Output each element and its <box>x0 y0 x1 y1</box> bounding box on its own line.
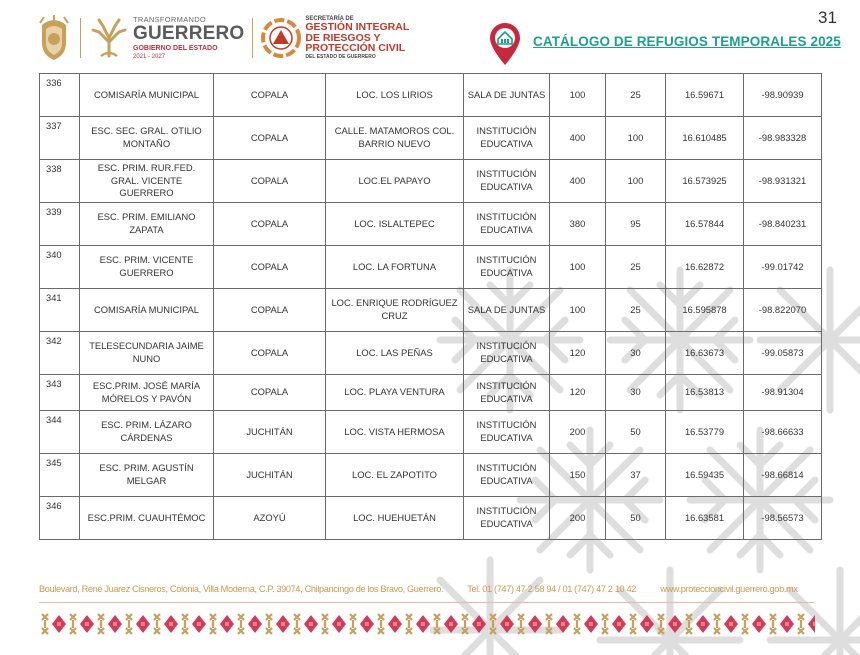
latitude-cell: 16.63673 <box>666 332 744 375</box>
latitude-cell: 16.573925 <box>666 160 744 203</box>
government-years: 2021 - 2027 <box>133 54 166 61</box>
longitude-cell: -98.66814 <box>744 454 822 497</box>
row-number-cell: 341 <box>40 289 80 332</box>
facility-type-cell: INSTITUCIÓN EDUCATIVA <box>464 160 550 203</box>
shelter-name-cell: COMISARÍA MUNICIPAL <box>80 289 214 332</box>
address-cell: LOC. EL ZAPOTITO <box>326 454 464 497</box>
latitude-cell: 16.57844 <box>666 203 744 246</box>
logo-divider <box>80 18 81 58</box>
address-cell: LOC.EL PAPAYO <box>326 160 464 203</box>
longitude-cell: -98.56573 <box>744 497 822 540</box>
municipality-cell: COPALA <box>214 246 326 289</box>
table-row <box>40 411 822 454</box>
capacity-families-cell: 30 <box>606 375 666 411</box>
capacity-people-cell: 150 <box>550 454 606 497</box>
capacity-people-cell: 120 <box>550 332 606 375</box>
shelters-table <box>39 73 822 540</box>
facility-type-cell: SALA DE JUNTAS <box>464 74 550 117</box>
table-row <box>40 203 822 246</box>
facility-type-cell: INSTITUCIÓN EDUCATIVA <box>464 203 550 246</box>
civil-protection-suffix: DEL ESTADO DE GUERRERO <box>305 54 376 61</box>
longitude-cell: -98.90939 <box>744 74 822 117</box>
page-header <box>0 0 860 70</box>
shelter-name-cell: ESC. SEC. GRAL. OTILIO MONTAÑO <box>80 117 214 160</box>
municipality-cell: COPALA <box>214 117 326 160</box>
government-name: GUERRERO <box>133 23 245 45</box>
catalog-heading <box>488 22 841 66</box>
facility-type-cell: INSTITUCIÓN EDUCATIVA <box>464 117 550 160</box>
municipality-cell: COPALA <box>214 332 326 375</box>
address-cell: LOC. LOS LIRIOS <box>326 74 464 117</box>
longitude-cell: -98.983328 <box>744 117 822 160</box>
municipality-cell: JUCHITÁN <box>214 454 326 497</box>
table-row <box>40 246 822 289</box>
address-cell: LOC. ISLALTEPEC <box>326 203 464 246</box>
shelter-name-cell: ESC. PRIM. AGUSTÍN MELGAR <box>80 454 214 497</box>
capacity-families-cell: 25 <box>606 74 666 117</box>
longitude-cell: -99.05873 <box>744 332 822 375</box>
address-cell: LOC. HUEHUETÁN <box>326 497 464 540</box>
facility-type-cell: INSTITUCIÓN EDUCATIVA <box>464 246 550 289</box>
latitude-cell: 16.610485 <box>666 117 744 160</box>
footer-phone: Tel. 01 (747) 47 2 58 94 / 01 (747) 47 2 10 42 <box>467 584 637 594</box>
longitude-cell: -98.822070 <box>744 289 822 332</box>
capacity-families-cell: 50 <box>606 411 666 454</box>
shelter-name-cell: ESC.PRIM. CUAUHTÉMOC <box>80 497 214 540</box>
longitude-cell: -99.01742 <box>744 246 822 289</box>
municipality-cell: COPALA <box>214 160 326 203</box>
row-number-cell: 338 <box>40 160 80 203</box>
shelter-name-cell: ESC. PRIM. VICENTE GUERRERO <box>80 246 214 289</box>
address-cell: CALLE. MATAMOROS COL. BARRIO NUEVO <box>326 117 464 160</box>
capacity-people-cell: 400 <box>550 160 606 203</box>
table-row <box>40 160 822 203</box>
government-subtitle: GOBIERNO DEL ESTADO <box>133 45 218 53</box>
latitude-cell: 16.62872 <box>666 246 744 289</box>
table-row <box>40 497 822 540</box>
capacity-people-cell: 400 <box>550 117 606 160</box>
row-number-cell: 336 <box>40 74 80 117</box>
capacity-people-cell: 100 <box>550 289 606 332</box>
capacity-families-cell: 30 <box>606 332 666 375</box>
address-cell: LOC. LA FORTUNA <box>326 246 464 289</box>
civil-protection-prefix: SECRETARÍA DE <box>305 15 354 22</box>
row-number-cell: 346 <box>40 497 80 540</box>
shelters-table-body <box>40 74 822 540</box>
longitude-cell: -98.91304 <box>744 375 822 411</box>
table-row <box>40 375 822 411</box>
capacity-people-cell: 120 <box>550 375 606 411</box>
table-row <box>40 332 822 375</box>
capacity-families-cell: 25 <box>606 289 666 332</box>
shelter-name-cell: ESC. PRIM. LÁZARO CÁRDENAS <box>80 411 214 454</box>
row-number-cell: 337 <box>40 117 80 160</box>
longitude-cell: -98.66633 <box>744 411 822 454</box>
footer-contact <box>39 584 820 594</box>
shelter-name-cell: ESC. PRIM. EMILIANO ZAPATA <box>80 203 214 246</box>
civil-protection-line1: GESTIÓN INTEGRAL <box>305 20 410 33</box>
table-row <box>40 74 822 117</box>
capacity-families-cell: 100 <box>606 160 666 203</box>
address-cell: LOC. LAS PEÑAS <box>326 332 464 375</box>
longitude-cell: -98.840231 <box>744 203 822 246</box>
facility-type-cell: INSTITUCIÓN EDUCATIVA <box>464 375 550 411</box>
capacity-families-cell: 25 <box>606 246 666 289</box>
footer-divider <box>39 602 814 603</box>
municipality-cell: COPALA <box>214 74 326 117</box>
header-logos <box>36 12 409 64</box>
table-row <box>40 117 822 160</box>
facility-type-cell: INSTITUCIÓN EDUCATIVA <box>464 411 550 454</box>
civil-protection-emblem-icon <box>261 18 301 58</box>
longitude-cell: -98.931321 <box>744 160 822 203</box>
table-row <box>40 454 822 497</box>
latitude-cell: 16.595878 <box>666 289 744 332</box>
logo-divider <box>252 18 253 58</box>
municipality-cell: COPALA <box>214 289 326 332</box>
municipality-cell: JUCHITÁN <box>214 411 326 454</box>
municipality-cell: AZOYÚ <box>214 497 326 540</box>
capacity-families-cell: 100 <box>606 117 666 160</box>
row-number-cell: 342 <box>40 332 80 375</box>
facility-type-cell: INSTITUCIÓN EDUCATIVA <box>464 454 550 497</box>
municipality-cell: COPALA <box>214 203 326 246</box>
row-number-cell: 345 <box>40 454 80 497</box>
facility-type-cell: SALA DE JUNTAS <box>464 289 550 332</box>
facility-type-cell: INSTITUCIÓN EDUCATIVA <box>464 332 550 375</box>
government-tagline: TRANSFORMANDO <box>133 14 207 24</box>
capacity-families-cell: 95 <box>606 203 666 246</box>
capacity-families-cell: 50 <box>606 497 666 540</box>
capacity-people-cell: 380 <box>550 203 606 246</box>
capacity-people-cell: 100 <box>550 74 606 117</box>
municipality-cell: COPALA <box>214 375 326 411</box>
capacity-people-cell: 200 <box>550 411 606 454</box>
civil-protection-line2: DE RIESGOS Y <box>305 31 381 44</box>
address-cell: LOC. VISTA HERMOSA <box>326 411 464 454</box>
table-row <box>40 289 822 332</box>
embroidered-border-pattern <box>39 611 815 637</box>
shelter-name-cell: TELESECUNDARIA JAIME NUNO <box>80 332 214 375</box>
catalog-title: CATÁLOGO DE REFUGIOS TEMPORALES 2025 <box>533 33 841 49</box>
address-cell: LOC. PLAYA VENTURA <box>326 375 464 411</box>
facility-type-cell: INSTITUCIÓN EDUCATIVA <box>464 497 550 540</box>
civil-protection-line3: PROTECCIÓN CIVIL <box>305 42 406 55</box>
transformando-guerrero-tree-icon <box>89 18 129 58</box>
row-number-cell: 340 <box>40 246 80 289</box>
capacity-families-cell: 37 <box>606 454 666 497</box>
latitude-cell: 16.53779 <box>666 411 744 454</box>
shelter-name-cell: COMISARÍA MUNICIPAL <box>80 74 214 117</box>
footer-website: www.proteccioncivil.guerrero.gob.mx <box>660 584 798 594</box>
latitude-cell: 16.59435 <box>666 454 744 497</box>
latitude-cell: 16.53813 <box>666 375 744 411</box>
shelter-name-cell: ESC. PRIM. RUR.FED. GRAL. VICENTE GUERRERO <box>80 160 214 203</box>
latitude-cell: 16.63581 <box>666 497 744 540</box>
row-number-cell: 343 <box>40 375 80 411</box>
capacity-people-cell: 200 <box>550 497 606 540</box>
footer-address: Boulevard, René Juarez Cisneros, Colonia, Villa Moderna, C.P. 39074, Chilpancingo de los Bravo, Guerrero. <box>39 584 444 594</box>
latitude-cell: 16.59671 <box>666 74 744 117</box>
shelter-name-cell: ESC.PRIM. JOSÉ MARÍA MÓRELOS Y PAVÓN <box>80 375 214 411</box>
page-number: 31 <box>818 8 837 27</box>
civil-protection-logo-text <box>305 16 409 60</box>
row-number-cell: 339 <box>40 203 80 246</box>
capacity-people-cell: 100 <box>550 246 606 289</box>
government-logo-text <box>133 16 244 61</box>
row-number-cell: 344 <box>40 411 80 454</box>
address-cell: LOC. ENRIQUE RODRÍGUEZ CRUZ <box>326 289 464 332</box>
shelter-location-pin-icon <box>488 22 522 66</box>
guerrero-coat-of-arms-icon <box>36 15 72 61</box>
